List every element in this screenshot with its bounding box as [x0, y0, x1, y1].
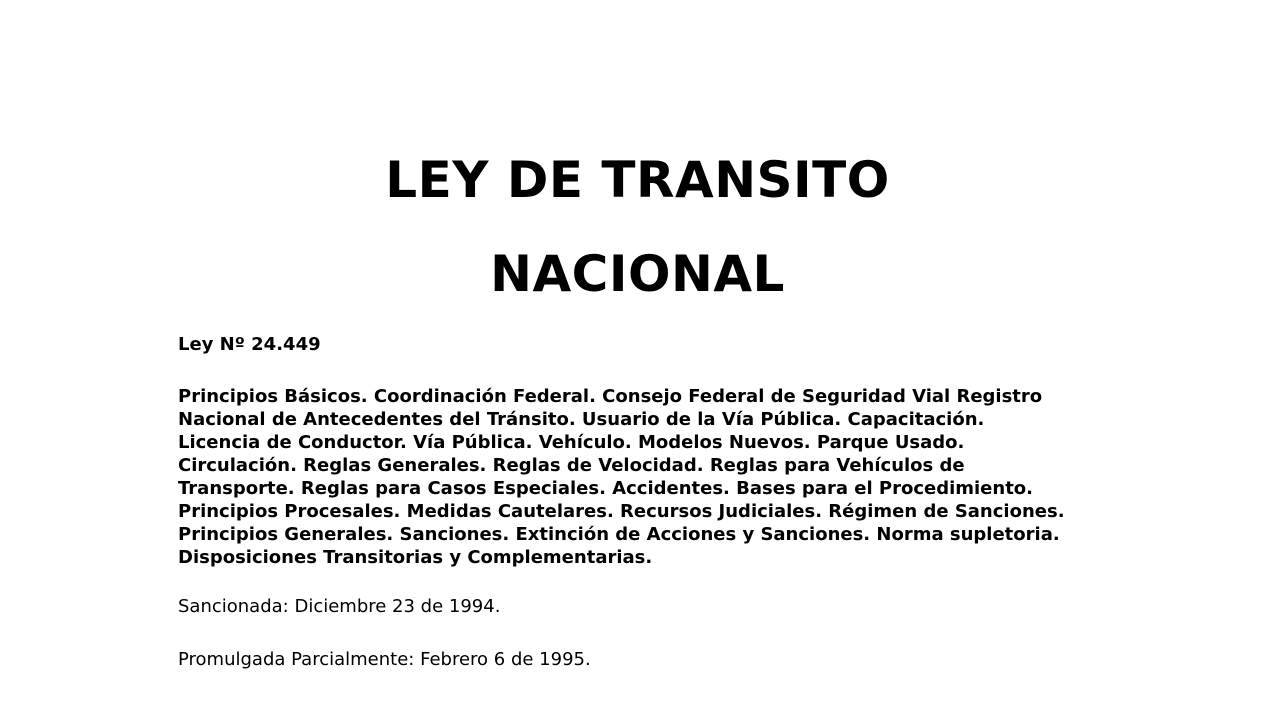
sanction-date: Sancionada: Diciembre 23 de 1994.: [178, 596, 501, 617]
law-summary: [178, 385, 1108, 569]
summary-line: Transporte. Reglas para Casos Especiales. Accidentes. Bases para el Procedimiento.: [178, 478, 1034, 499]
document-title-line-2: NACIONAL: [490, 245, 785, 303]
summary-line: Circulación. Reglas Generales. Reglas de Velocidad. Reglas para Vehículos de: [178, 455, 965, 476]
summary-line: Principios Generales. Sanciones. Extinción de Acciones y Sanciones. Norma supletoria.: [178, 524, 1060, 545]
document-title-line-1: LEY DE TRANSITO: [385, 151, 890, 209]
summary-line: Principios Procesales. Medidas Cautelares. Recursos Judiciales. Régimen de Sanciones.: [178, 501, 1065, 522]
promulgation-date: Promulgada Parcialmente: Febrero 6 de 1995.: [178, 649, 591, 670]
summary-line: Nacional de Antecedentes del Tránsito. Usuario de la Vía Pública. Capacitación.: [178, 409, 985, 430]
summary-line: Licencia de Conductor. Vía Pública. Vehículo. Modelos Nuevos. Parque Usado.: [178, 432, 965, 453]
summary-line: Principios Básicos. Coordinación Federal. Consejo Federal de Seguridad Vial Registro: [178, 386, 1043, 407]
summary-line: Disposiciones Transitorias y Complementarias.: [178, 547, 653, 568]
law-number: Ley Nº 24.449: [178, 334, 321, 355]
